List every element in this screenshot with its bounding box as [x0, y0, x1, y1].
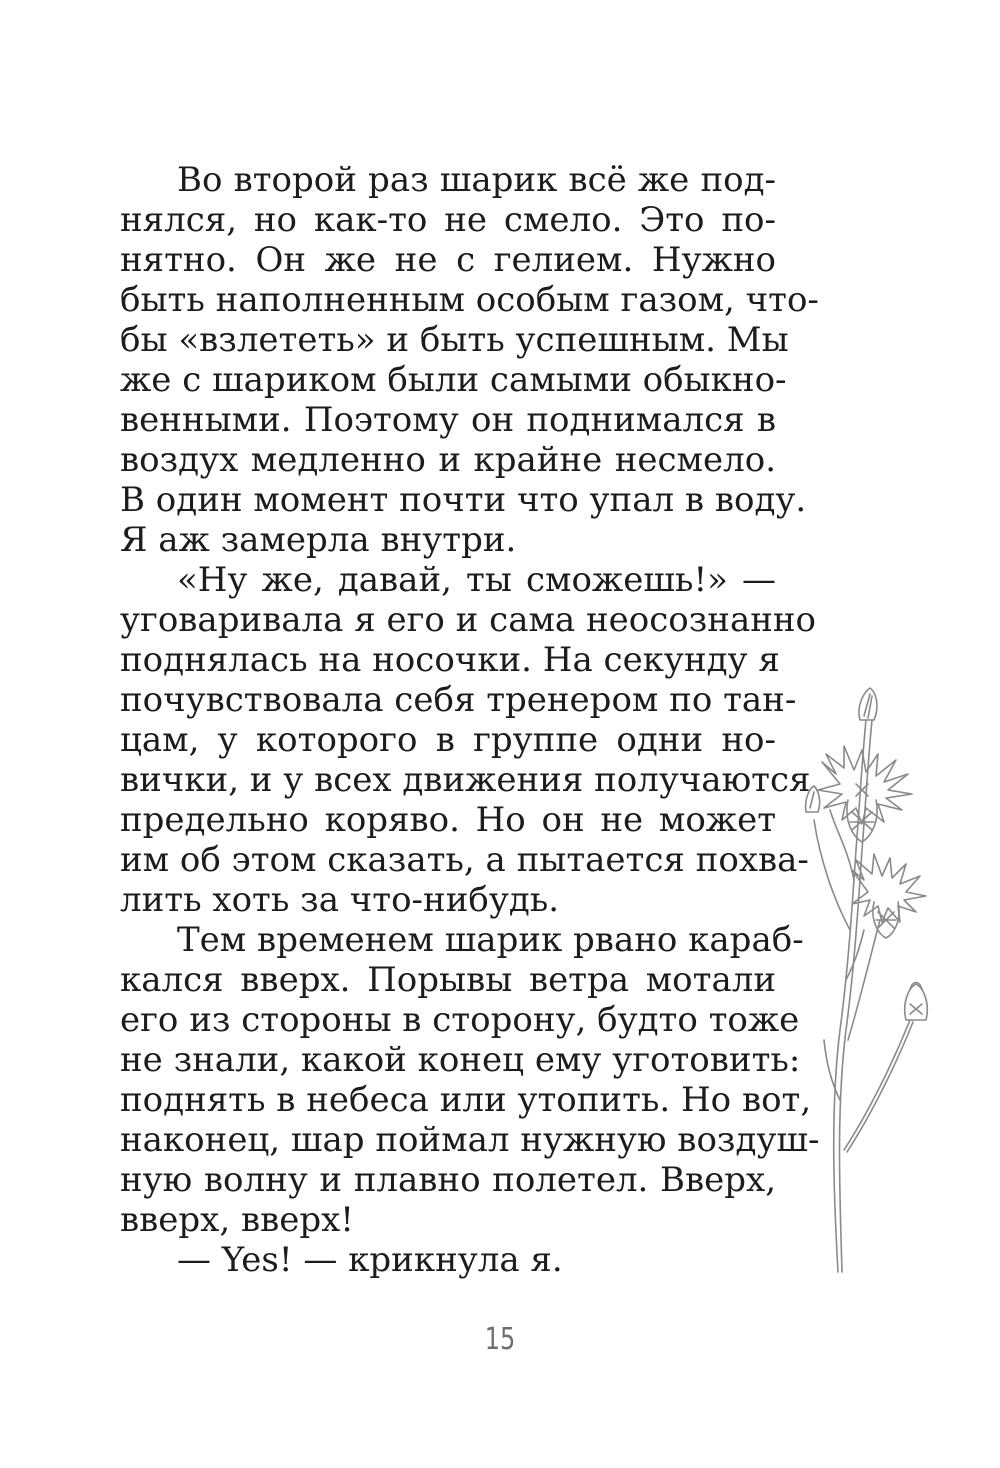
text-line: поднять в небеса или утопить. Но вот,: [120, 1080, 812, 1120]
text-line: его из стороны в сторону, будто тоже: [120, 1000, 800, 1040]
text-line: вверх, вверх!: [120, 1200, 354, 1240]
text-line: «Ну же, давай, ты сможешь!» —: [177, 560, 776, 600]
text-line: им об этом сказать, а пытается похва-: [120, 840, 809, 880]
text-line: ную волну и плавно полетел. Вверх,: [120, 1160, 776, 1200]
text-line: лить хоть за что-нибудь.: [120, 880, 560, 920]
text-line: предельно коряво. Но он не может: [120, 800, 776, 840]
text-line: наконец, шар поймал нужную воздуш-: [120, 1120, 820, 1160]
text-line: Во второй раз шарик всё же под-: [177, 160, 776, 200]
text-line: нялся, но как-то не смело. Это по-: [120, 200, 776, 240]
text-line: воздух медленно и крайне несмело.: [120, 440, 776, 480]
text-line: цам, у которого в группе одни но-: [120, 720, 776, 760]
text-line: почувствовала себя тренером по тан-: [120, 680, 797, 720]
text-line: Тем временем шарик рвано караб-: [177, 920, 804, 960]
text-line: Я аж замерла внутри.: [120, 520, 517, 560]
text-line: же с шариком были самыми обыкно-: [120, 360, 787, 400]
text-line: не знали, какой конец ему уготовить:: [120, 1040, 801, 1080]
text-line: — Yes! — крикнула я.: [177, 1240, 563, 1280]
text-line: В один момент почти что упал в воду.: [120, 480, 807, 520]
text-line: уговаривала я его и сама неосознанно: [120, 600, 817, 640]
text-line: кался вверх. Порывы ветра мотали: [120, 960, 776, 1000]
text-line: нятно. Он же не с гелием. Нужно: [120, 240, 776, 280]
page-number: 15: [484, 1322, 516, 1357]
cornflower-illustration-icon: [790, 680, 950, 1280]
text-line: поднялась на носочки. На секунду я: [120, 640, 780, 680]
text-line: быть наполненным особым газом, что-: [120, 280, 819, 320]
text-line: бы «взлететь» и быть успешным. Мы: [120, 320, 789, 360]
text-line: венными. Поэтому он поднимался в: [120, 400, 776, 440]
text-line: вички, и у всех движения получаются: [120, 760, 811, 800]
page-text: [120, 160, 820, 1280]
